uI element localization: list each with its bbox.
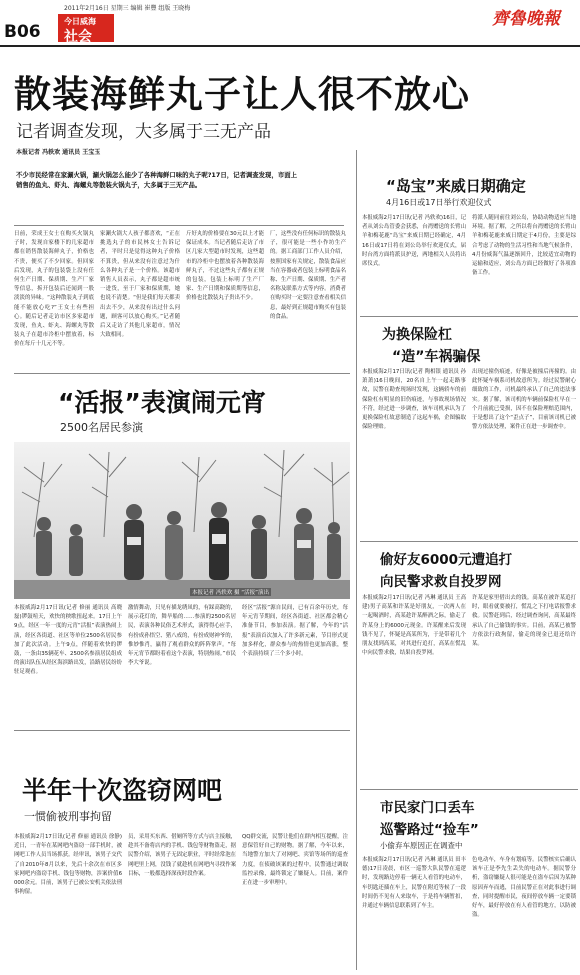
lantern-headline: “活报”表演闹元宵 [58, 388, 266, 417]
island-column-2: 将派人随同前往刘公岛，协助动物适应当地环境。据了解，之所以将台湾赠送的长臂山羊和梅花鹿来威日期定于4月份，主要是综合考虑了动物的生活习性和当地气候条件，4月份威海气温逐渐回升，比较适宜动物的运输和适应，刘公岛方面已经做好了各项准备工作。 [472, 215, 576, 277]
section-tag: 今日威海 [64, 17, 96, 26]
net-column-2: 员，采用买东西、借厕所等方式与店主接触，趁其不备将店内的手机、钱包等财物盗走，据民警介绍，该男子无固定职业，平时经常泡在网吧里上网，没钱了就趁机在网吧内寻找作案目标，一般都选择深夜时段作案。 [128, 834, 236, 877]
car-column-2: 出现过撞伤痕迹，好像是被撞后再撞的。由此怀疑车祸系司机故意所为。经过民警耐心细致的工作，司机最终承认了自己的违法事实。据了解，该司机的车辆前保险杠早在一个月前就已受损，因不在保险理赔范围内，于是想出了这个“歪点子”，目前该司机已被警方依法处理，案件正在进一步调查中。 [472, 369, 576, 431]
newspaper-logo: 齊魯晚報 [492, 9, 560, 29]
island-headline: “岛宝”来威日期确定 [386, 177, 526, 195]
main-lead-rule [14, 225, 344, 226]
cart-subheadline: 小偷弃车原因正在调查中 [380, 841, 463, 850]
rescue-headline-line1: 偷好友6000元遭追打 [380, 552, 513, 568]
lantern-photo-illustration [14, 442, 350, 599]
car-column-1: 本报威海2月17日讯(记者 陶相银 通讯员 孙萧萧)16日晚间，20名自上午一起走路事故，民警在勘查现场时发现，这辆轿车的前保险杠有明显的旧伤痕迹，与事故现场情况不符，经过进一步调查，该车司机承认为了更换保险杠故意制造了这起车祸，企图骗取保险理赔。 [362, 369, 466, 431]
car-headline-line2: “造”车祸骗保 [392, 349, 481, 365]
right-divider-3 [360, 789, 578, 790]
lantern-column-1: 本报威海2月17日讯(记者 修丽 通讯员 高晓磊)锣鼓喧天，欢快的秧歌扭起来。17日上午9点，经区一年一度的元宵“活报”表演热闹上演，经区各街道、社区等单位2500名居民参加了此次活动。上午9点，伴随着欢快的锣鼓，一条由35辆花车、2500名参演居民组成的演出队伍从经区海滨路出发，沿路居民纷纷驻足观看。 [14, 605, 122, 676]
rescue-column-1: 本报威海2月17日讯(记者 冯琳 通讯员 王高建)男子高某和许某是好朋友，一次两人在一起喝酒时，高某趁许某醉酒之际，偷走了许某身上的6000元现金。许某醒来后发现钱不见了，怀疑是高某所为，于是带着几个朋友找到高某，对其进行追打，高某在慌乱中向民警求救，结果自投罗网。 [362, 595, 466, 657]
main-byline: 本报记者 冯轶欢 通讯员 王宝玉 [16, 149, 101, 156]
date-line: 2011年2月16日 星期三 编辑 崔豐 组版 王晓梅 [64, 5, 191, 12]
net-column-3: QQ群交流，民警让他们在群内相互提醒，注意保管好自己的财物。据了解，今年以来，当地警方加大了对网吧、宾馆等场所的巡查力度，在侦破该案的过程中，民警通过调取监控录像，最终锁定了嫌疑人。目前，案件正在进一步审理中。 [242, 834, 348, 887]
cart-headline-line2: 巡警路过“捡车” [380, 822, 479, 838]
section-divider-2 [14, 730, 350, 731]
lantern-subheadline: 2500名居民参演 [60, 421, 143, 434]
cart-column-1: 本报威海2月17日讯(记者 冯琳 通讯员 田丰德)17日凌晨，市区一巡警大队民警在巡逻时，发现路边停着一辆无人看管的电动车，车钥匙还插在车上，民警在附近等候了一段时间仍不见有人来取车，于是将车辆暂扣，并通过车辆信息联系到了车主。 [362, 857, 466, 910]
main-column-3: 斤好丸的价格要在30元以上才能保证成本。当记者随后走访了市区几家大型超市时发现，这些超市的冷柜中也摆放着各种散装海鲜丸子，不过这些丸子都有正规的包装，包装上标明了生产厂家、生产日期和保质期等信息，价格也比散装丸子贵出不少。 [186, 231, 264, 302]
main-headline: 散装海鲜丸子让人很不放心 [14, 73, 470, 116]
lantern-column-3: 经区“活报”源自民间，已有百余年历史，每年元宵节期间，经区各街道、社区都会精心准备节目，参加表演。据了解，今年的“活报”表演首次加入了许多新元素，节目形式更加多样化，群众参与的热情也更加高涨，整个表演持续了三个多小时。 [242, 605, 348, 658]
section-divider-1 [14, 373, 350, 374]
masthead-rule [0, 45, 580, 47]
rescue-column-2: 许某是家里借出去的钱。高某在被许某追打时，眼看就要被打，慌乱之下打电话报警求救。民警赶到后，经过调查询问，高某最终承认了自己偷钱的事实。目前，高某已被警方依法行政拘留，偷走的现金已退还给许某。 [472, 595, 576, 648]
net-column-1: 本报威海2月17日讯(记者 修丽 通讯员 徐静)近日，一青年在某网吧内盗窃一部手机时，被网吧工作人员当场抓获。经审讯，该男子交代了自2010年8月以来，先后十余次在市区多家网吧内盗窃手机、钱包等财物，涉案价值6000余元。目前，该男子已被公安机关依法刑事拘留。 [14, 834, 122, 896]
main-column-4: 厂，这些没有任何标识的散装丸子，很可能是一些小作坊生产的。据工商部门工作人员介绍，按照国家有关规定，散装食品应当在容器或者包装上标明食品名称、生产日期、保质期、生产者名称及联系方式等内容。消费者在购买时一定要注意查看相关信息，最好到正规超市购买有包装的食品。 [270, 231, 346, 320]
island-subheadline: 4月16日或17日举行欢迎仪式 [386, 198, 492, 207]
page-number: B06 [4, 22, 41, 42]
rescue-headline-line2: 向民警求救自投罗网 [380, 574, 502, 590]
lantern-photo-credit: 本报记者 冯轶欢 摄 “活报”演出 [192, 590, 269, 596]
car-headline-line1: 为换保险杠 [382, 327, 452, 343]
cart-headline-line1: 市民家门口丢车 [380, 800, 475, 816]
main-column-2: 家涮火锅大人孩子都喜欢，“正在挑选丸子的市民林女士告诉记者，平时只是觉得这种丸子价格不算贵，但从来没有注意过为什么各种丸子是一个价格。该超市销售人员表示，丸子都是超市统一进货，至于厂家和保质期，她也说不清楚。“但是我们每天都卖出去不少，从来没有出过什么问题，顾客可以放心购买。”记者随后又走访了其他几家超市，情况大致相同。 [100, 231, 180, 339]
right-divider-1 [360, 316, 578, 317]
right-column-divider [356, 150, 357, 970]
section-tab [58, 14, 114, 45]
lantern-column-2: 激情舞动，只见有描龙绣凤的，有踩高跷的，展示花灯的，舞旱船的……参演的2500名居民，表演各种民俗艺术形式，演得得心应手，有扮成孙悟空、猪八戒的，有扮成财神爷的，惟妙惟肖，赢得了观看群众的阵阵掌声。“每年元宵节都盼着看这个表演，特别热闹。”市民李大爷说。 [128, 605, 236, 667]
net-headline: 半年十次盗窃网吧 [22, 776, 223, 805]
island-column-1: 本报威海2月17日讯(记者 冯轶欢)16日，记者从刘公岛管委会获悉，台湾赠送的长臂山羊和梅花鹿“岛宝”来威日期已经确定，4月16日或17日将在刘公岛举行欢迎仪式，届时台湾方面将派员护送，两地相关人员将出席仪式。 [362, 215, 466, 268]
net-subheadline: 一惯偷被刑事拘留 [24, 810, 112, 823]
section-name: 社会 [64, 29, 92, 45]
lantern-photo [14, 442, 350, 599]
cart-column-2: 色电动车，车身有划痕等。民警核实后确认该车正是李先生丢失的电动车。据民警分析，盗窃嫌疑人很可能是在盗车后因为某种原因弃车而逃，目前民警正在对此事进行调查，同时提醒市民，夜间停放车辆一定要锁好车，最好停放在有人看管的地方，以防被盗。 [472, 857, 576, 919]
right-divider-2 [360, 541, 578, 542]
main-lead: 不少市民经常在家涮火锅，涮火锅怎么能少了各种海鲜口味的丸子呢?17日，记者调查发现，市面上销售的鱼丸、虾丸、海螺丸等散装火锅丸子，大多属于三无产品。 [16, 171, 298, 189]
main-column-1: 日前，荣成王女士在购买火锅丸子时，发现自家楼下的几家超市都在销售散装海鲜丸子，价格也不贵，便买了不少回家。但回家后发现，丸子的包装袋上没有任何生产日期、保质期、生产厂家等信息，拆开包装后还闻到一股淡淡的异味。“这种散装丸子到底能不能放心吃?”王女士有些担心。随后记者走访市区多家超市发现，鱼丸、虾丸、海螺丸等散装丸子在超市冷柜中摆放着，标价在每斤十几元不等。 [14, 231, 94, 348]
main-subheadline: 记者调查发现，大多属于三无产品 [16, 122, 271, 142]
